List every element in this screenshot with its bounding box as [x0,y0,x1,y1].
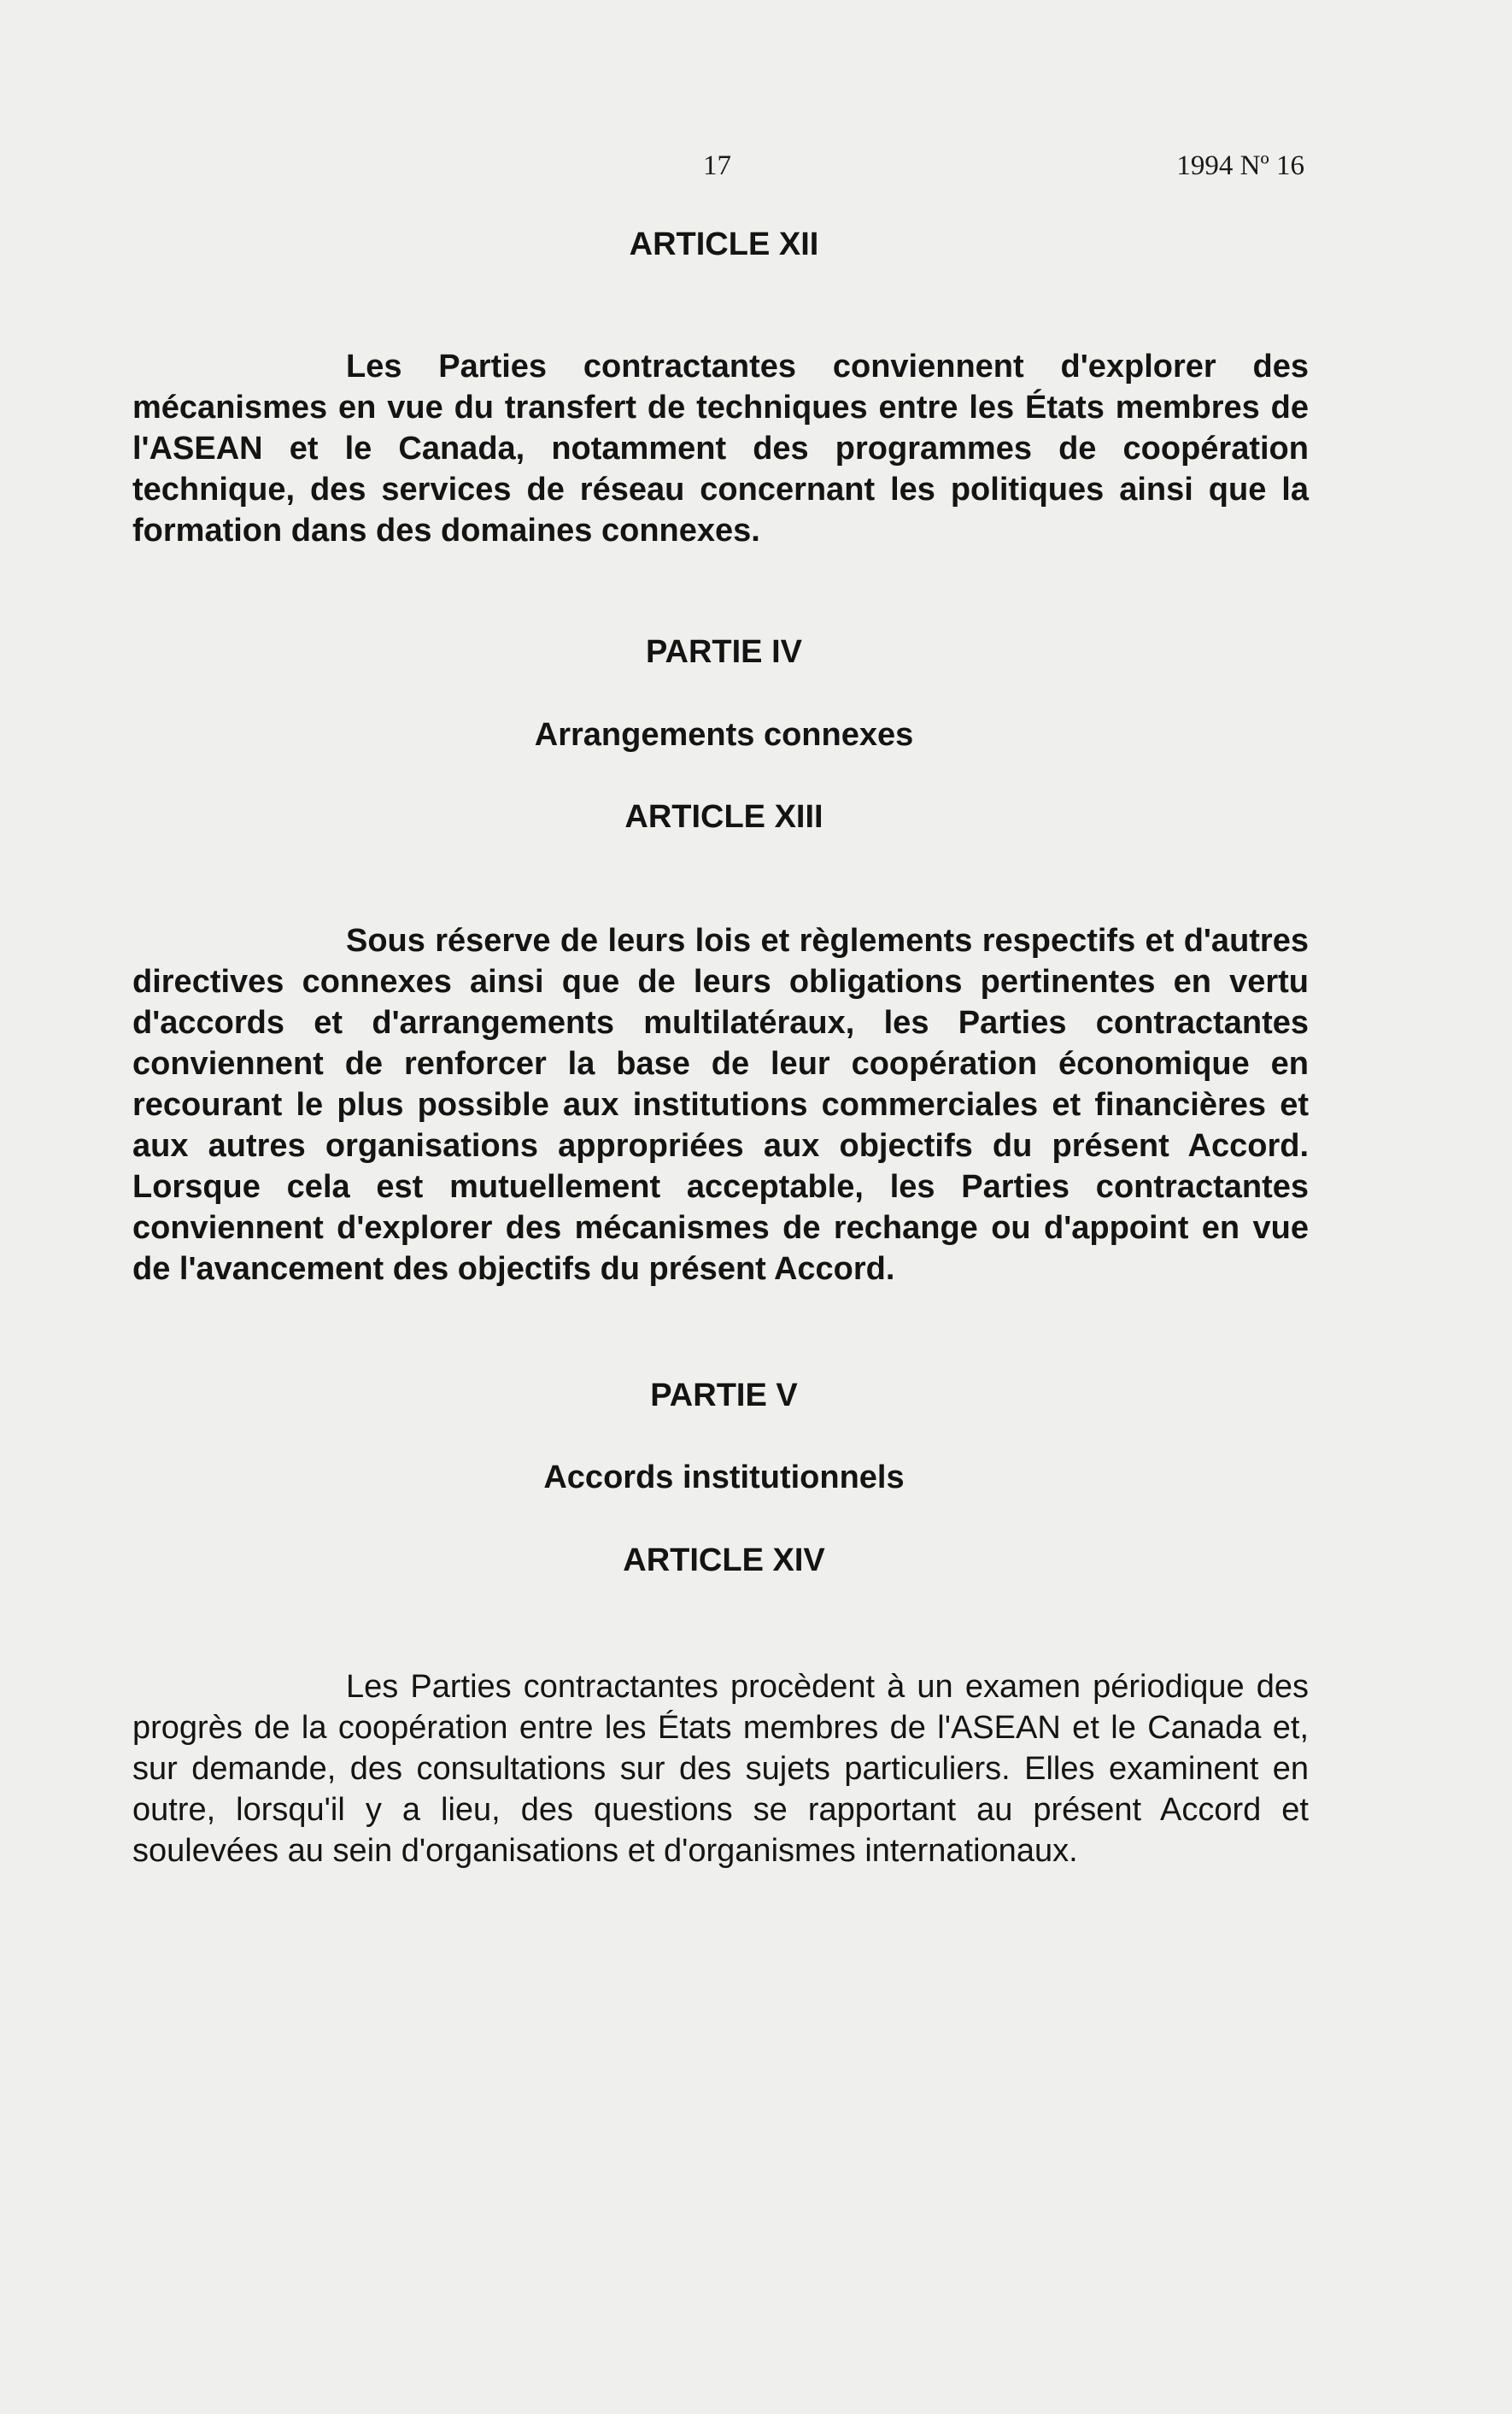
partie-v-title: PARTIE V [650,1377,798,1413]
partie-iv-subtitle: Arrangements connexes [534,717,914,753]
article-xii-body: Les Parties contractantes conviennent d'explorer des mécanismes en vue du transfert de techniques entre les États membres de l'ASEAN et le Canada, notamment des programmes de coopération technique, des services de réseau concernant les politiques ainsi que la formation dans des domaines connexes. [132,349,1309,549]
partie-v-subtitle: Accords institutionnels [543,1460,905,1495]
article-xiv-title: ARTICLE XIV [623,1542,825,1578]
partie-iv-title: PARTIE IV [646,634,802,670]
page-number: 17 [703,150,731,181]
article-xiii-title: ARTICLE XIII [624,799,823,835]
document-reference: 1994 Nº 16 [1176,150,1304,181]
article-xiv-body: Les Parties contractantes procèdent à un examen périodique des progrès de la coopération entre les États membres de l'ASEAN et le Canada et, sur demande, des consultations sur des sujets particuliers. Elles examinent en outre, lorsqu'il y a lieu, des questions se rapportant au présent Accord et soulevées au sein d'organisations et d'organismes internationaux. [132,1669,1309,1869]
article-xiii-body: Sous réserve de leurs lois et règlements respectifs et d'autres directives connexes ainsi que de leurs obligations pertinentes en vertu d'accords et d'arrangements multilatéraux, les Parties contractantes conviennent de renforcer la base de leur coopération économique en recourant le plus possible aux institutions commerciales et financières et aux autres organisations appropriées aux objectifs du présent Accord. Lorsque cela est mutuellement acceptable, les Parties contractantes conviennent d'explorer des mécanismes de rechange ou d'appoint en vue de l'avancement des objectifs du présent Accord. [132,923,1309,1287]
article-xii-title: ARTICLE XII [629,226,819,262]
